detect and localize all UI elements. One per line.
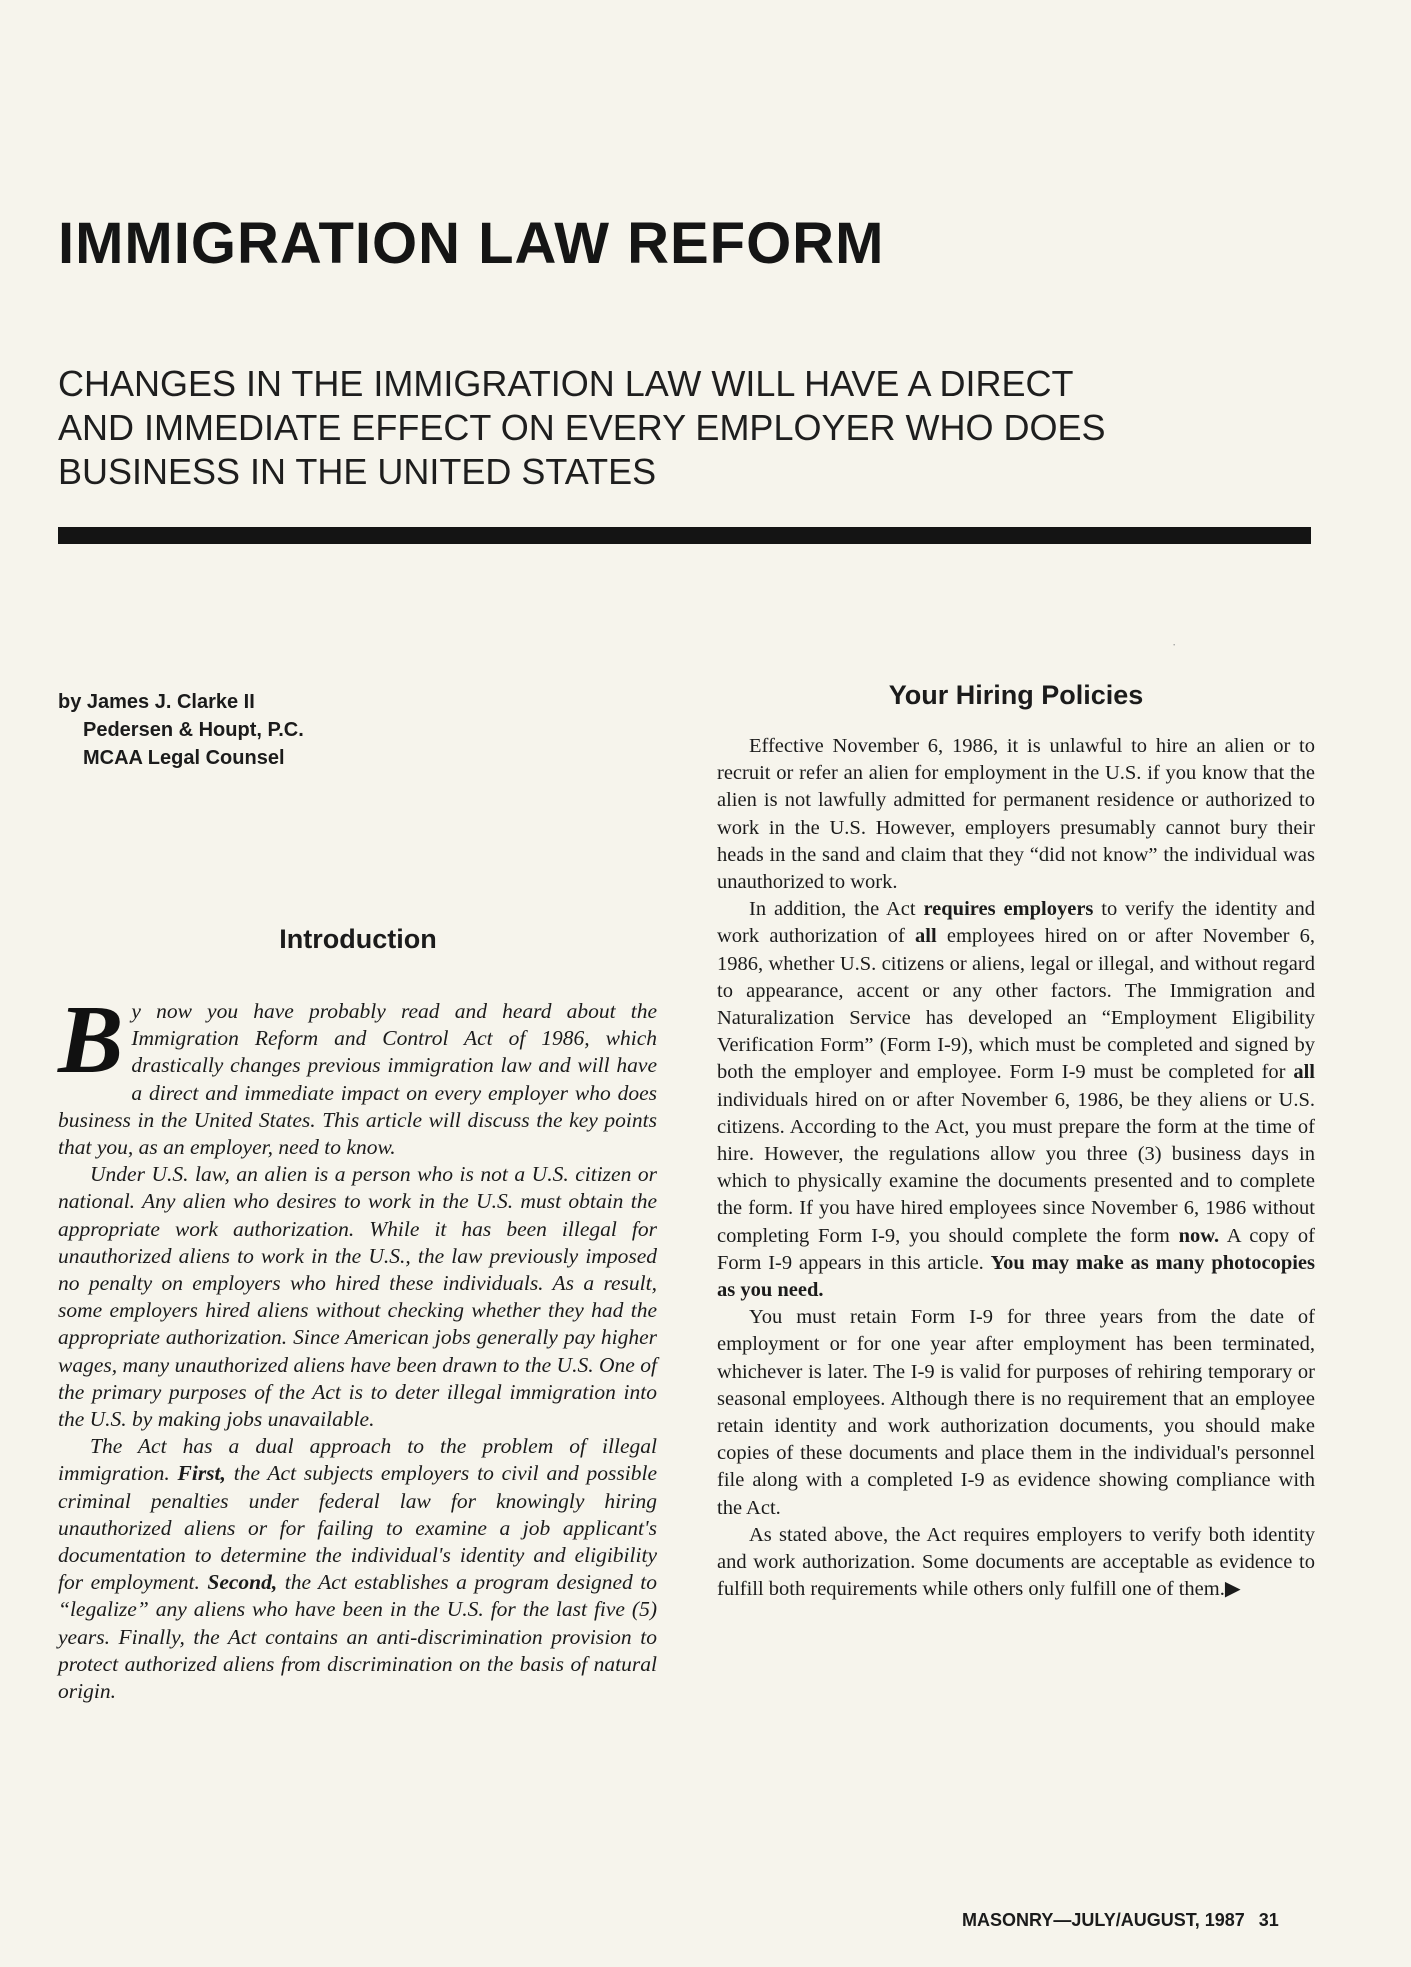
- footer-publication: MASONRY—JULY/AUGUST, 1987: [962, 1910, 1245, 1930]
- subtitle-line: CHANGES IN THE IMMIGRATION LAW WILL HAVE A DIRECT: [58, 363, 1074, 404]
- intro-paragraph-2: Under U.S. law, an alien is a person who is not a U.S. citizen or national. Any alien who desires to work in the U.S. must obtain the appropriate work authorization. While it has been illegal for unauthorized aliens to work in the U.S., the law previously imposed no penalty on employers who hired these individuals. As a result, some employers hired aliens without checking whether they had the appropriate authorization. Since American jobs generally pay higher wages, many unauthorized aliens have been drawn to the U.S. One of the primary purposes of the Act is to deter illegal immigration into the U.S. by making jobs unavailable.: [58, 1162, 657, 1432]
- hiring-p2-text-c: employees hired on or after November 6, 1986, whether U.S. citizens or aliens, legal or illegal, and without regard to appearance, accent or any other factors. The Immigration and Naturalization Service has developed an “Employment Eligibility Verification Form” (Form I-9), which must be completed and signed by both the employer and employee. Form I-9 must be completed for: [717, 925, 1315, 1084]
- intro-p3-text-c: the Act establishes a program designed to “legalize” any aliens who have been in the U.S. for the last five (5) years. Finally, the Act contains an anti-discrimination provision to protect authorized aliens from discrimination on the basis of natural origin.: [58, 1570, 658, 1704]
- hiring-policies-column: [717, 733, 1315, 1604]
- article-subtitle: [58, 362, 1158, 494]
- continue-arrow-icon: ▶: [1224, 1578, 1241, 1601]
- print-speck: ·: [1172, 637, 1177, 652]
- article-title: IMMIGRATION LAW REFORM: [58, 211, 885, 276]
- byline-author: by James J. Clarke II: [58, 691, 255, 713]
- intro-p3-text-b: the Act subjects employers to civil and possible criminal penalties under federal law for knowingly hiring unauthorized aliens or for failing to examine a job applicant's documentation to determine the individual's identity and eligibility for employment.: [58, 1461, 657, 1595]
- intro-paragraph-1-text: y now you have probably read and heard about the Immigration Reform and Control Act of 1986, which drastically changes previous immigration law and will have a direct and immediate impact on every employer who does business in the United States. This article will discuss the key points that you, as an employer, need to know.: [58, 999, 657, 1160]
- hiring-policies-heading: Your Hiring Policies: [888, 680, 1144, 710]
- hiring-p2-emphasis-requires: requires employers: [923, 898, 1094, 921]
- hiring-paragraph-1: Effective November 6, 1986, it is unlawful to hire an alien or to recruit or refer an alien for employment in the U.S. if you know that the alien is not lawfully admitted for permanent residence or authorized to work in the U.S. However, employers presumably cannot bury their heads in the sand and claim that they “did not know” the individual was unauthorized to work.: [717, 735, 1315, 894]
- hiring-p2-text-e: A copy of Form I-9 appears in this article.: [717, 1224, 1315, 1274]
- hiring-p2-emphasis-all: all: [915, 925, 937, 948]
- hiring-p2-text-d: individuals hired on or after November 6, 1986, be they aliens or U.S. citizens. According to the Act, you must prepare the form at the time of hire. However, the regulations allow you three (3) business days in which to physically examine the documents presented and to complete the form. If you have hired employees since November 6, 1986 without completing Form I-9, you should complete the form: [717, 1088, 1315, 1247]
- intro-p3-text-a: The Act has a dual approach to the problem of illegal immigration.: [58, 1434, 657, 1486]
- hiring-p2-emphasis-now: now.: [1178, 1224, 1220, 1247]
- byline-role: MCAA Legal Counsel: [83, 747, 285, 769]
- hiring-paragraph-2: [717, 896, 1315, 1304]
- hiring-p4-text: As stated above, the Act requires employers to verify both identity and work authorization. Some documents are acceptable as evidence to fulfill both requirements while others only fulfill one of them.: [717, 1523, 1315, 1601]
- hiring-p2-text-b: to verify the identity and work authorization of: [717, 898, 1315, 948]
- drop-cap: B: [58, 986, 124, 1094]
- byline: [58, 688, 304, 772]
- intro-p3-emphasis-second: Second,: [207, 1570, 278, 1595]
- hiring-paragraph-3: You must retain Form I-9 for three years from the date of employment or for one year after employment has been terminated, whichever is later. The I-9 is valid for purposes of rehiring temporary or seasonal employees. Although there is no requirement that an employee retain identity and work authorization documents, you should make copies of these documents and place them in the individual's personnel file along with a completed I-9 as evidence showing compliance with the Act.: [717, 1306, 1315, 1519]
- page-footer: [962, 1910, 1279, 1931]
- page-number: 31: [1258, 1910, 1279, 1930]
- hiring-p2-emphasis-photocopies: You may make as many photocopies as you need.: [717, 1251, 1316, 1302]
- hiring-p2-emphasis-all: all: [1293, 1061, 1315, 1084]
- introduction-column: [58, 986, 658, 1705]
- title-divider-rule: [58, 527, 1311, 544]
- introduction-heading: Introduction: [279, 924, 437, 954]
- hiring-p2-text-a: In addition, the Act: [749, 898, 924, 921]
- subtitle-line: BUSINESS IN THE UNITED STATES: [58, 451, 657, 492]
- intro-paragraph-1: [58, 986, 657, 1161]
- intro-p3-emphasis-first: First,: [177, 1461, 226, 1486]
- hiring-paragraph-4: [717, 1522, 1315, 1604]
- byline-firm: Pedersen & Houpt, P.C.: [83, 719, 304, 741]
- intro-paragraph-3: [58, 1433, 657, 1705]
- subtitle-line: AND IMMEDIATE EFFECT ON EVERY EMPLOYER WHO DOES: [58, 407, 1106, 448]
